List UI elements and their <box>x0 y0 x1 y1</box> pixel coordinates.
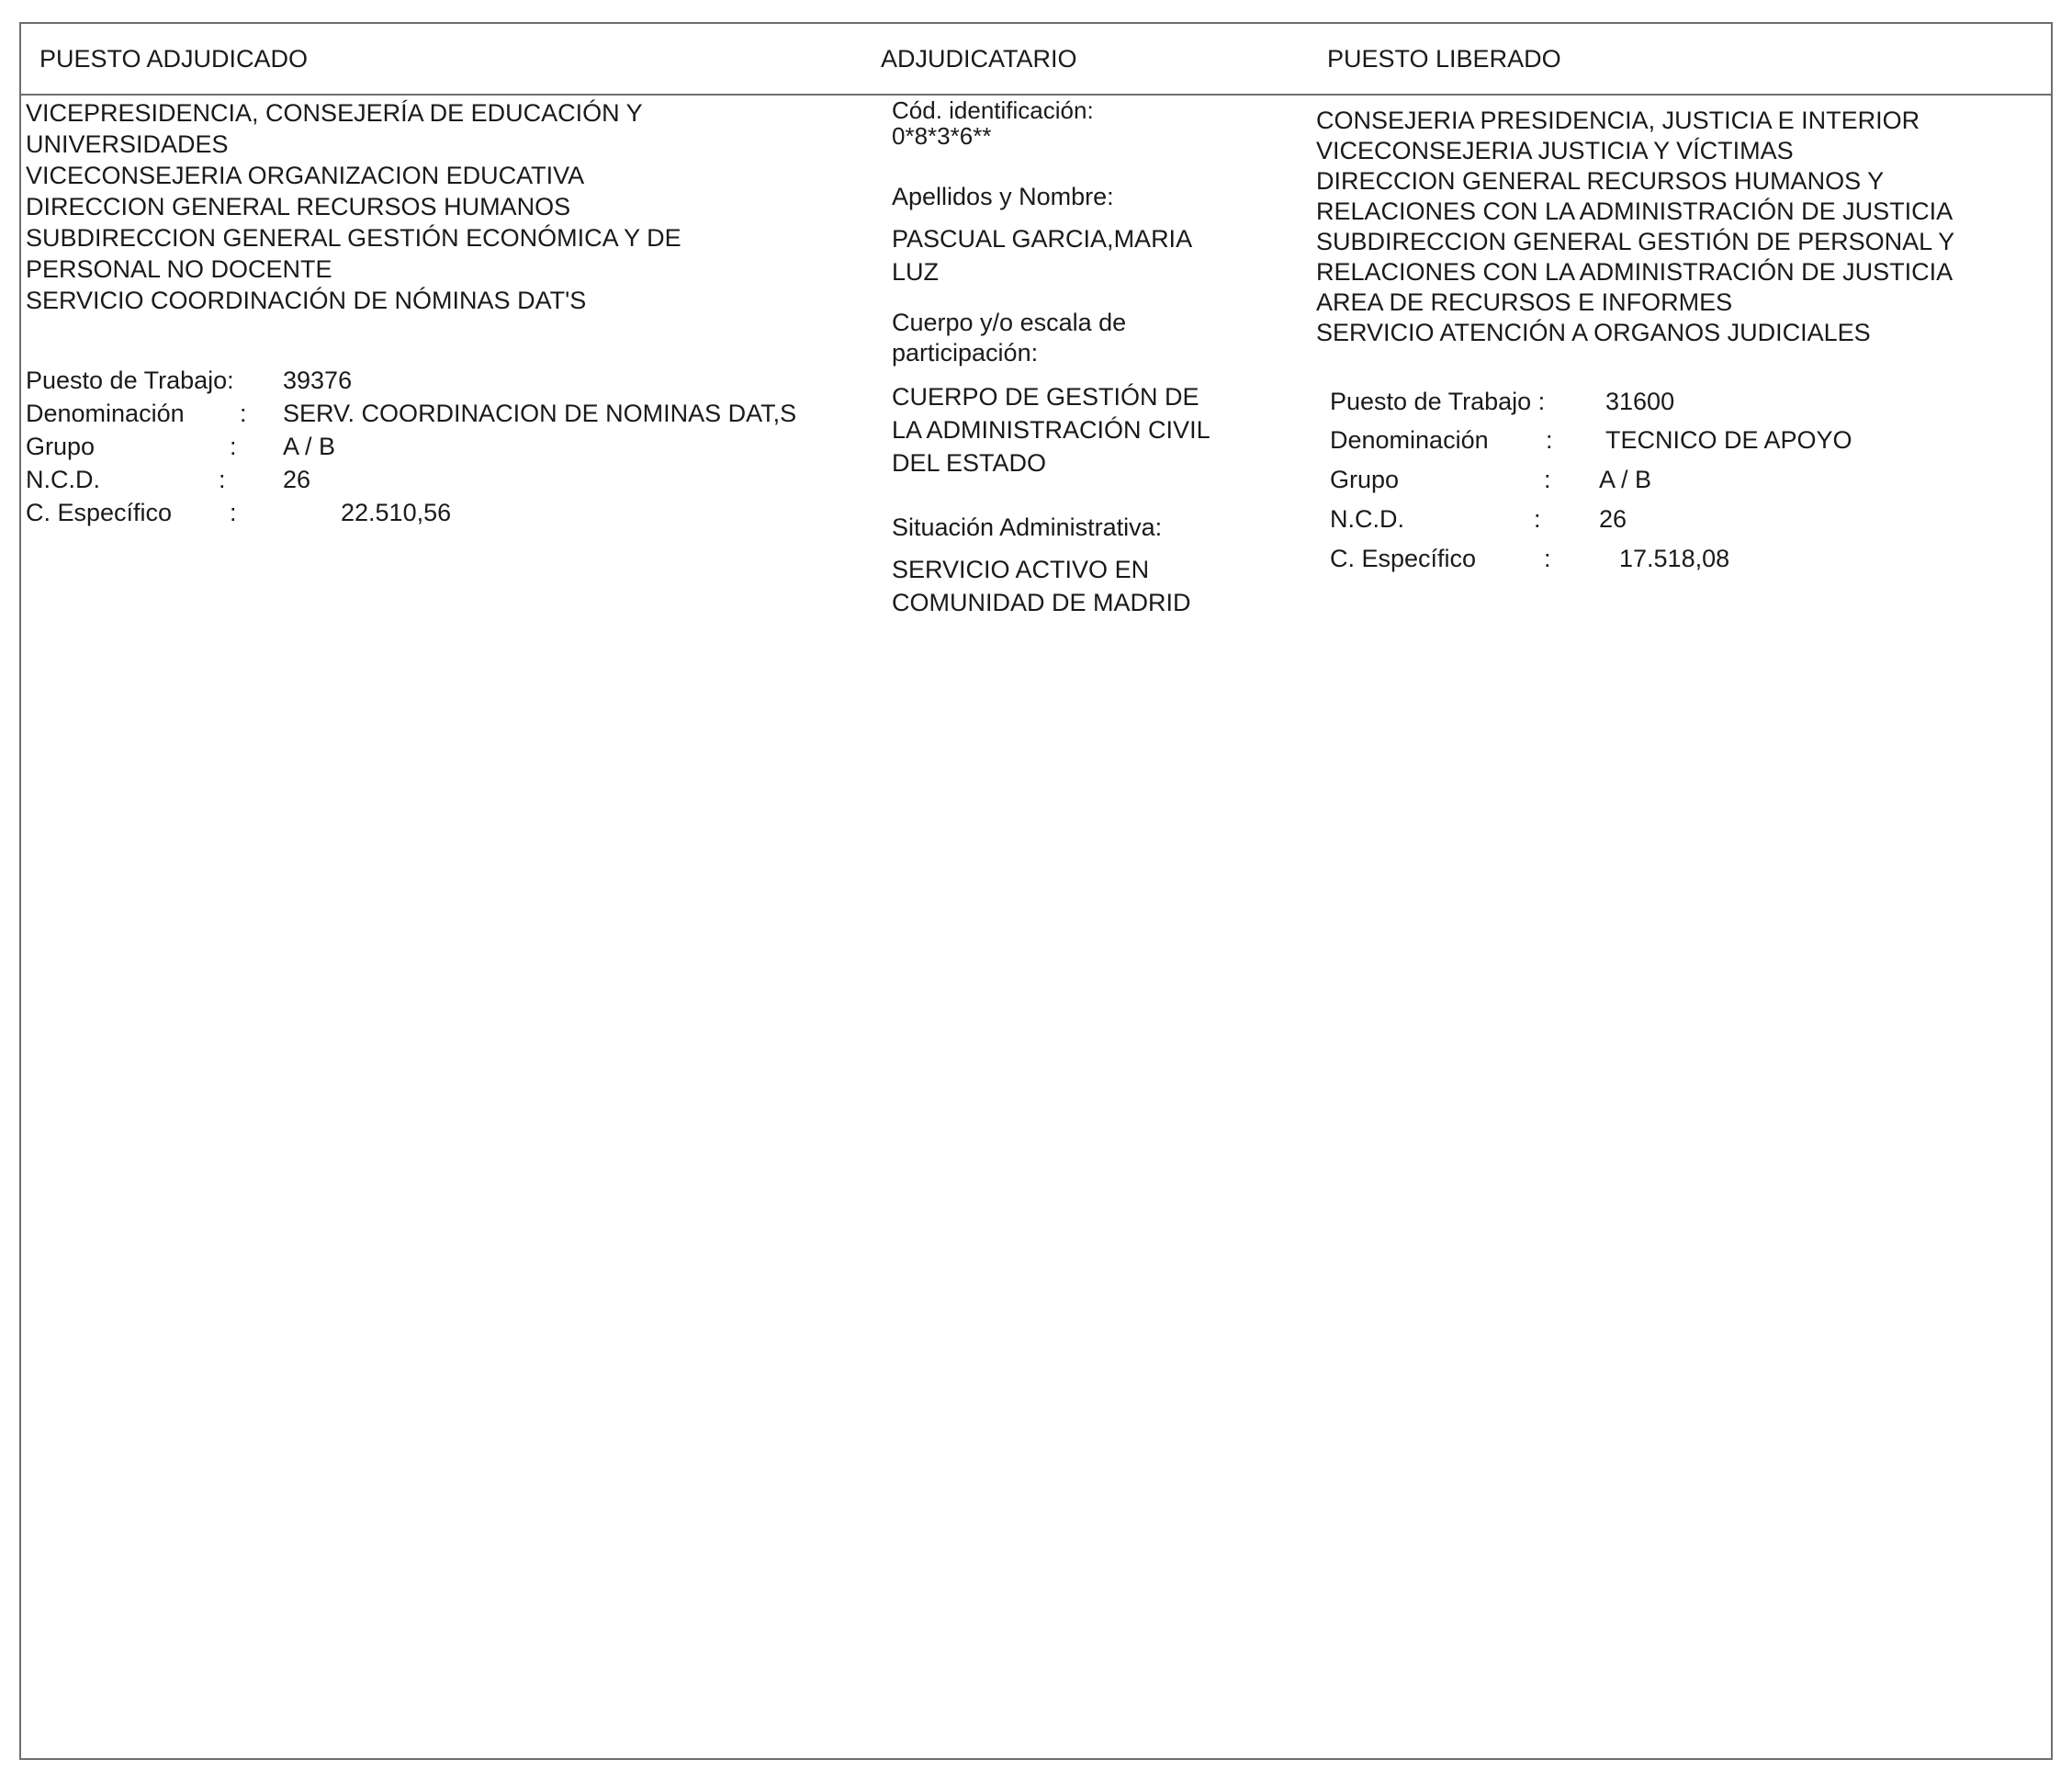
liberado-org-line: VICECONSEJERIA JUSTICIA Y VÍCTIMAS <box>1316 137 1794 164</box>
field-label: Puesto de Trabajo: <box>26 367 234 394</box>
liberado-org-line: DIRECCION GENERAL RECURSOS HUMANOS Y <box>1316 167 1885 195</box>
field-value: A / B <box>283 433 336 460</box>
cod-identificacion-value: 0*8*3*6** <box>892 122 992 150</box>
field-label: N.C.D. <box>26 466 100 493</box>
liberado-org-block <box>1316 106 1954 348</box>
cuerpo-label-block <box>892 308 1126 368</box>
field-value: 22.510,56 <box>341 499 452 526</box>
situacion-value-block <box>892 553 1191 619</box>
liberado-org-line: SUBDIRECCION GENERAL GESTIÓN DE PERSONAL Y <box>1316 228 1955 255</box>
adjudicado-org-line: SERVICIO COORDINACIÓN DE NÓMINAS DAT'S <box>26 287 587 314</box>
field-separator: : <box>1534 505 1541 533</box>
liberado-denominacion-row <box>1330 424 2028 456</box>
adjudication-table <box>19 22 2053 1760</box>
field-label: N.C.D. <box>1330 505 1404 533</box>
cod-identificacion-label: Cód. identificación: <box>892 96 1094 124</box>
field-value: SERV. COORDINACION DE NOMINAS DAT,S <box>283 400 797 427</box>
header-adjudicatario: ADJUDICATARIO <box>881 45 1077 73</box>
field-value: 39376 <box>283 367 353 394</box>
adjudicado-org-line: SUBDIRECCION GENERAL GESTIÓN ECONÓMICA Y DE <box>26 224 681 252</box>
cod-identificacion-block <box>892 97 1094 149</box>
field-label: Grupo <box>1330 466 1400 493</box>
liberado-puesto-row <box>1330 386 2028 417</box>
situacion-value-line: SERVICIO ACTIVO EN <box>892 556 1150 583</box>
cuerpo-value-line: CUERPO DE GESTIÓN DE <box>892 383 1199 411</box>
field-value: 17.518,08 <box>1619 545 1730 572</box>
field-label: Grupo <box>26 433 96 460</box>
liberado-org-line: AREA DE RECURSOS E INFORMES <box>1316 288 1733 316</box>
field-label: C. Específico <box>26 499 173 526</box>
field-separator: : <box>230 499 237 526</box>
adjudicado-org-line: VICECONSEJERIA ORGANIZACION EDUCATIVA <box>26 162 585 189</box>
field-separator: : <box>219 466 226 493</box>
field-separator: : <box>230 433 237 460</box>
nombre-label: Apellidos y Nombre: <box>892 183 1114 210</box>
liberado-grupo-row <box>1330 464 2028 495</box>
nombre-value-block <box>892 222 1192 288</box>
cuerpo-label-line: Cuerpo y/o escala de <box>892 309 1127 336</box>
field-label: Puesto de Trabajo : <box>1330 388 1546 415</box>
adjudicado-ncd-row <box>26 464 871 495</box>
adjudicado-org-line: UNIVERSIDADES <box>26 130 229 158</box>
situacion-label: Situación Administrativa: <box>892 513 1163 541</box>
cuerpo-value-line: LA ADMINISTRACIÓN CIVIL <box>892 416 1211 444</box>
adjudicado-org-line: VICEPRESIDENCIA, CONSEJERÍA DE EDUCACIÓN Y <box>26 99 643 127</box>
adjudicado-org-line: PERSONAL NO DOCENTE <box>26 255 332 283</box>
adjudicado-org-block <box>26 97 681 316</box>
field-separator: : <box>1544 545 1551 572</box>
cuerpo-value-line: DEL ESTADO <box>892 449 1047 477</box>
table-header-row <box>21 24 2051 96</box>
field-label: Denominación <box>26 400 185 427</box>
liberado-ncd-row <box>1330 503 2028 535</box>
field-value: TECNICO DE APOYO <box>1605 426 1852 454</box>
adjudicado-org-line: DIRECCION GENERAL RECURSOS HUMANOS <box>26 193 571 220</box>
nombre-value-line: PASCUAL GARCIA,MARIA <box>892 225 1193 253</box>
situacion-value-line: COMUNIDAD DE MADRID <box>892 589 1191 616</box>
liberado-especifico-row <box>1330 543 2028 574</box>
cuerpo-label-line: participación: <box>892 339 1039 367</box>
liberado-org-line: CONSEJERIA PRESIDENCIA, JUSTICIA E INTERIOR <box>1316 107 1920 134</box>
cuerpo-value-block <box>892 380 1211 479</box>
adjudicado-especifico-row <box>26 497 871 528</box>
field-value: 26 <box>1599 505 1627 533</box>
field-label: Denominación <box>1330 426 1489 454</box>
header-puesto-liberado: PUESTO LIBERADO <box>1327 45 1561 73</box>
field-value: 31600 <box>1605 388 1675 415</box>
adjudicado-grupo-row <box>26 431 871 462</box>
field-value: 26 <box>283 466 311 493</box>
liberado-org-line: RELACIONES CON LA ADMINISTRACIÓN DE JUSTICIA <box>1316 258 1954 286</box>
liberado-org-line: RELACIONES CON LA ADMINISTRACIÓN DE JUSTICIA <box>1316 197 1954 225</box>
field-label: C. Específico <box>1330 545 1477 572</box>
adjudicado-puesto-row <box>26 365 871 396</box>
field-separator: : <box>1544 466 1551 493</box>
adjudicado-denominacion-row <box>26 398 871 429</box>
nombre-value-line: LUZ <box>892 258 940 286</box>
field-value: A / B <box>1599 466 1652 493</box>
field-separator: : <box>240 400 247 427</box>
liberado-org-line: SERVICIO ATENCIÓN A ORGANOS JUDICIALES <box>1316 319 1871 346</box>
header-puesto-adjudicado: PUESTO ADJUDICADO <box>39 45 309 73</box>
field-separator: : <box>1546 426 1553 454</box>
